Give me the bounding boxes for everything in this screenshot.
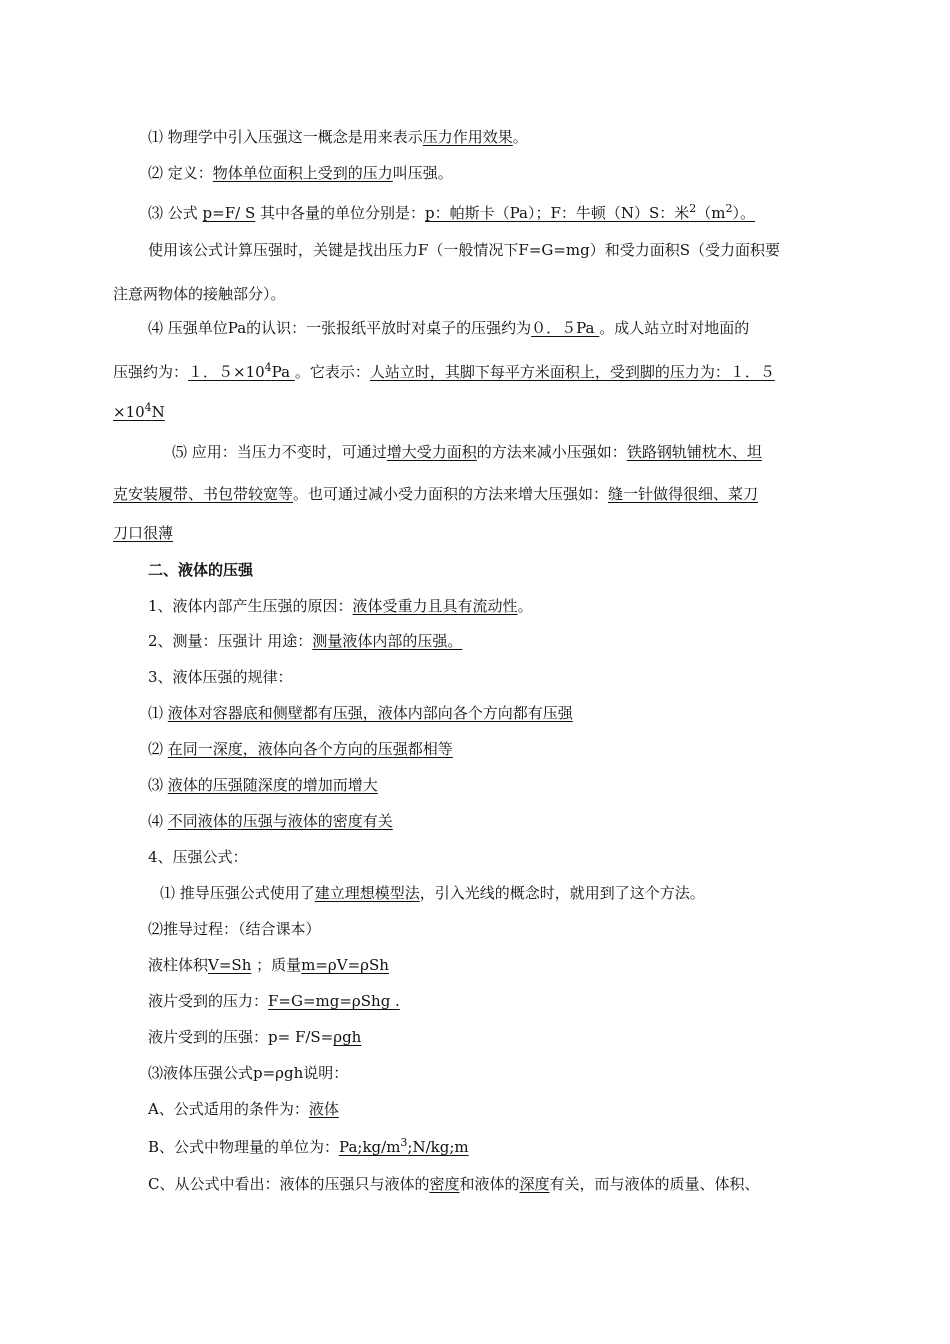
text: ⑶ 公式 — [148, 204, 203, 222]
text: 。它表示： — [294, 363, 370, 381]
line-3: 3、液体压强的规律： — [148, 668, 293, 686]
answer-underline: 物体单位面积上受到的压力 — [212, 164, 393, 182]
answer-underline: V=Sh — [208, 956, 252, 974]
rule-4: ⑷ 不同液体的压强与液体的密度有关 — [148, 812, 393, 830]
text: 。 — [517, 597, 533, 615]
text: ，引入光线的概念时，就用到了这个方法。 — [419, 884, 705, 902]
answer-underline: 人站立时，其脚下每平方米面积上，受到脚的压力为：１．５ — [369, 363, 775, 381]
text: ⑷ 压强单位Pa的认识：一张报纸平放时对桌子的压强约为 — [148, 319, 532, 337]
answer-underline: 刀口很薄 — [113, 524, 174, 542]
answer-underline: 在同一深度，液体向各个方向的压强都相等 — [167, 740, 453, 758]
line-12 — [148, 1137, 469, 1157]
rule-2: ⑵ 在同一深度，液体向各个方向的压强都相等 — [148, 740, 453, 758]
units-underline: p：帕斯卡（Pa）；F：牛顿（N）S：米$^2(m^2)$。 — [425, 202, 756, 222]
text: 液柱体积 — [148, 956, 209, 974]
answer-underline: 液体的压强随深度的增加而增大 — [167, 776, 378, 794]
line-7 — [148, 955, 389, 975]
paragraph-4-line-1: 使用该公式计算压强时，关键是找出压力F（一般情况下F=G=mg）和受力面积S（受力面积要 — [148, 241, 781, 259]
paragraph-5-line-2 — [113, 362, 775, 382]
answer-underline: ０．５Pa — [531, 319, 600, 337]
paragraph-2 — [148, 163, 453, 183]
text: 液片受到的压强：p= F/S= — [148, 1028, 334, 1046]
answer-underline: m=ρV=ρSh — [301, 956, 389, 974]
paragraph-6-line-2 — [113, 484, 758, 504]
answer-underline: $Pa;kg/m^3;N/kg;m$ — [339, 1136, 469, 1156]
text: B、公式中物理量的单位为： — [148, 1138, 340, 1156]
text: 和液体的 — [459, 1175, 520, 1193]
answer-underline: 增大受力面积 — [386, 443, 477, 461]
text: ⑸ 应用：当压力不变时，可通过 — [172, 443, 387, 461]
line-2 — [148, 631, 462, 651]
text: 的方法来减小压强如： — [476, 443, 627, 461]
line-11 — [148, 1099, 339, 1119]
paragraph-6-line-1 — [172, 442, 762, 462]
section-heading: 二、液体的压强 — [148, 561, 254, 579]
answer-underline: 不同液体的压强与液体的密度有关 — [167, 812, 393, 830]
answer-underline: 建立理想模型法 — [314, 884, 420, 902]
answer-underline: 压力作用效果 — [422, 128, 513, 146]
paragraph-4-line-2: 注意两物体的接触部分）。 — [113, 285, 286, 303]
answer-underline: 液体对容器底和侧壁都有压强，液体内部向各个方向都有压强 — [167, 704, 573, 722]
answer-underline: 液体 — [308, 1100, 339, 1118]
text: 有关，而与液体的质量、体积、 — [549, 1175, 760, 1193]
answer-underline: １．$5\times 10^4Pa$ — [188, 361, 295, 381]
text: 液片受到的压力： — [148, 992, 269, 1010]
answer-underline: $\times 10^4N$ — [113, 401, 165, 421]
text: 2、测量：压强计 用途： — [148, 632, 313, 650]
text: 。也可通过减小受力面积的方法来增大压强如： — [293, 485, 609, 503]
paragraph-5-line-3 — [113, 402, 165, 422]
text: ⑴ 推导压强公式使用了 — [160, 884, 315, 902]
answer-underline: 测量液体内部的压强。 — [312, 632, 463, 650]
text: C、从公式中看出：液体的压强只与液体的 — [148, 1175, 430, 1193]
answer-underline: ρgh — [333, 1028, 362, 1046]
text: ；质量 — [251, 956, 302, 974]
paragraph-6-line-3 — [113, 523, 173, 543]
line-1 — [148, 596, 533, 616]
text: 压强约为： — [113, 363, 189, 381]
line-5 — [160, 883, 705, 903]
line-8 — [148, 991, 400, 1011]
text: 。成人站立时对地面的 — [599, 319, 750, 337]
text: A、公式适用的条件为： — [148, 1100, 309, 1118]
rule-3: ⑶ 液体的压强随深度的增加而增大 — [148, 776, 378, 794]
answer-underline: 深度 — [519, 1175, 550, 1193]
text: 。 — [512, 128, 528, 146]
text: 1、液体内部产生压强的原因： — [148, 597, 353, 615]
line-10: ⑶液体压强公式p=ρgh说明： — [148, 1064, 349, 1082]
paragraph-1 — [148, 127, 528, 147]
line-4: 4、压强公式： — [148, 848, 248, 866]
paragraph-5-line-1 — [148, 318, 749, 338]
text: ⑵ 定义： — [148, 164, 213, 182]
answer-underline: 缝一针做得很细、菜刀 — [608, 485, 759, 503]
answer-underline: 密度 — [429, 1175, 460, 1193]
line-9 — [148, 1027, 361, 1047]
text: 其中各量的单位分别是： — [255, 204, 426, 222]
formula-underline: p=F/ S — [202, 204, 256, 222]
answer-underline: 铁路钢轨铺枕木、坦 — [626, 443, 762, 461]
answer-underline: 克安装履带、书包带较宽等 — [113, 485, 294, 503]
text: ⑴ 物理学中引入压强这一概念是用来表示 — [148, 128, 423, 146]
paragraph-3 — [148, 203, 755, 223]
line-13 — [148, 1174, 760, 1194]
line-6: ⑵推导过程：（结合课本） — [148, 920, 321, 938]
rule-1: ⑴ 液体对容器底和侧壁都有压强，液体内部向各个方向都有压强 — [148, 704, 573, 722]
answer-underline: F=G=mg=ρShg . — [268, 992, 400, 1010]
text: 叫压强。 — [392, 164, 453, 182]
answer-underline: 液体受重力且具有流动性 — [352, 597, 518, 615]
